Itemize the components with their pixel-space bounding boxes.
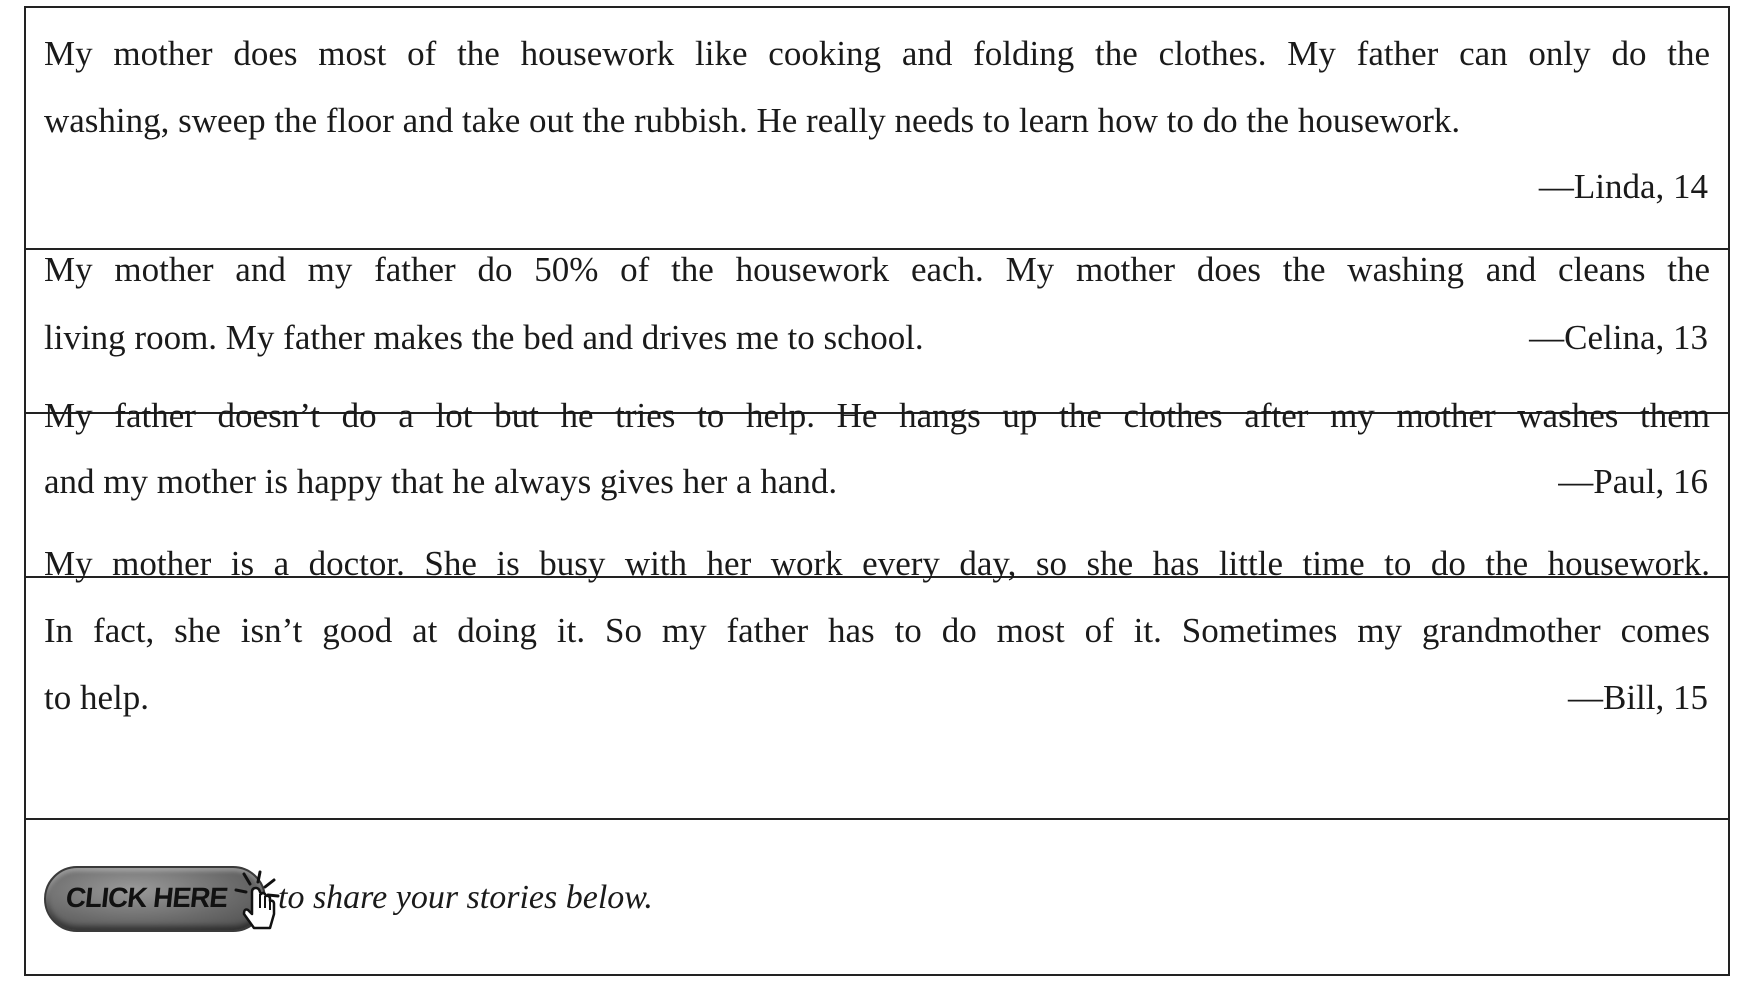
story-text-line: to help.: [44, 678, 149, 717]
story-text-line: My mother is a doctor. She is busy with her work every day, so she has little time to do the housework.: [44, 544, 1710, 583]
story-signature: —Paul, 16: [1558, 462, 1708, 501]
pointing-hand-icon: [230, 870, 282, 934]
story-entry-celina: [26, 250, 1728, 414]
story-entry-linda: [26, 8, 1728, 250]
story-text-line: washing, sweep the floor and take out the rubbish. He really needs to learn how to do the housework.: [44, 101, 1461, 140]
story-text-line: and my mother is happy that he always gives her a hand.: [44, 462, 838, 501]
stories-panel: [24, 6, 1730, 976]
click-here-label: CLICK HERE: [64, 882, 229, 913]
story-entry-bill: [26, 544, 1728, 820]
share-footer: [26, 820, 1728, 976]
story-text-line: My mother does most of the housework like cooking and folding the clothes. My father can only do the: [44, 34, 1710, 73]
story-text-line: My mother and my father do 50% of the housework each. My mother does the washing and cleans the: [44, 250, 1710, 289]
story-signature: —Celina, 13: [1529, 318, 1708, 357]
story-text-line: In fact, she isn’t good at doing it. So my father has to do most of it. Sometimes my grandmother comes: [44, 611, 1710, 650]
story-text-line: living room. My father makes the bed and drives me to school.: [44, 318, 924, 357]
story-signature: —Linda, 14: [1538, 167, 1708, 206]
click-here-button[interactable]: [44, 866, 266, 932]
story-text-line: My father doesn’t do a lot but he tries to help. He hangs up the clothes after my mother washes them: [44, 396, 1710, 435]
story-signature: —Bill, 15: [1567, 678, 1708, 717]
share-prompt-text: to share your stories below.: [278, 879, 653, 916]
